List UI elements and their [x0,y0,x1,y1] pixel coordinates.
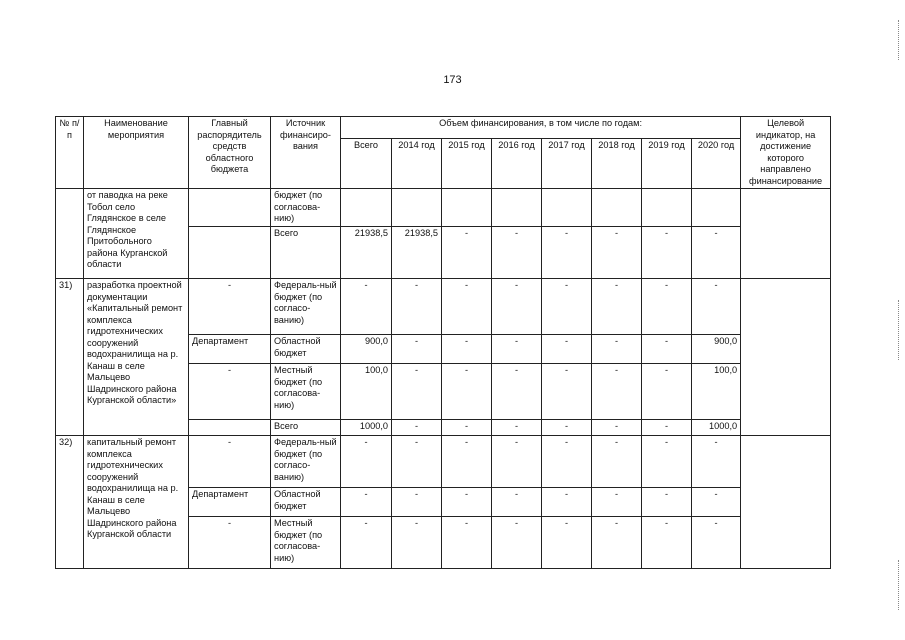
value-cell: - [341,436,392,488]
value-cell: - [542,420,592,436]
page-number: 173 [443,74,462,86]
measure-name: от паводка на реке Тобол село Глядянское в селе Глядянское Притобольного района Курганской области [84,189,189,279]
row-number: 31) [56,279,84,436]
header-volume: Объем финансирования, в том числе по годам: [341,117,741,139]
row-number [56,189,84,279]
admin-cell [189,420,271,436]
admin-cell [189,227,271,279]
value-cell: - [592,364,642,420]
financing-table [55,116,831,569]
value-cell: - [442,517,492,569]
admin-cell: - [189,517,271,569]
source-cell: Областной бюджет [271,488,341,517]
value-cell: 21938,5 [341,227,392,279]
value-cell: - [442,420,492,436]
header-indicator: Целевой индикатор, на достижение которого направлено финансирование [741,117,831,189]
value-cell: - [442,364,492,420]
value-cell [392,189,442,227]
indicator-cell [741,189,831,279]
value-cell: - [692,436,741,488]
header-year: 2017 год [542,139,592,189]
source-cell: Всего [271,227,341,279]
value-cell: - [542,517,592,569]
value-cell: - [692,488,741,517]
value-cell: - [592,335,642,364]
scan-edge-mark [898,560,899,610]
source-cell: Федераль-ный бюджет (по согласо-ванию) [271,279,341,335]
header-admin: Главный распорядитель средств областного бюджета [189,117,271,189]
value-cell: - [492,420,542,436]
admin-cell [189,189,271,227]
value-cell [692,189,741,227]
value-cell: - [341,488,392,517]
source-cell: Областной бюджет [271,335,341,364]
indicator-cell [741,279,831,436]
value-cell: - [642,279,692,335]
value-cell: - [442,436,492,488]
value-cell: - [492,279,542,335]
value-cell: 900,0 [341,335,392,364]
value-cell: - [392,517,442,569]
table-row [56,436,831,488]
value-cell: - [592,227,642,279]
value-cell: - [392,335,442,364]
header-year: 2020 год [692,139,741,189]
value-cell: - [392,279,442,335]
table-row [56,279,831,335]
value-cell: - [392,364,442,420]
value-cell: - [642,517,692,569]
header-source: Источник финансиро-вания [271,117,341,189]
scan-edge-mark [898,300,899,360]
value-cell: - [542,227,592,279]
value-cell: - [492,335,542,364]
source-cell: Всего [271,420,341,436]
value-cell: - [542,279,592,335]
header-year: 2019 год [642,139,692,189]
value-cell: - [692,279,741,335]
source-cell: Местный бюджет (по согласова-нию) [271,364,341,420]
value-cell: - [592,420,642,436]
value-cell: 1000,0 [692,420,741,436]
value-cell [542,189,592,227]
value-cell: 900,0 [692,335,741,364]
source-cell: Местный бюджет (по согласова-нию) [271,517,341,569]
value-cell: - [492,488,542,517]
admin-cell: Департамент [189,335,271,364]
value-cell: - [442,488,492,517]
value-cell: - [642,436,692,488]
value-cell: - [442,227,492,279]
measure-name: разработка проектной документации «Капитальный ремонт комплекса гидротехнических сооружений водохранилища на р. Канаш в селе Мальцево Шадринского района Курганской области» [84,279,189,436]
value-cell [592,189,642,227]
table-row [56,189,831,227]
value-cell: - [442,279,492,335]
value-cell: - [642,420,692,436]
value-cell: - [492,436,542,488]
source-cell: Федераль-ный бюджет (по согласо-ванию) [271,436,341,488]
admin-cell: Департамент [189,488,271,517]
value-cell: - [592,517,642,569]
value-cell [492,189,542,227]
header-year: 2014 год [392,139,442,189]
value-cell: - [392,436,442,488]
row-number: 32) [56,436,84,569]
scan-edge-mark [898,20,899,60]
value-cell: - [492,517,542,569]
header-num: № п/п [56,117,84,189]
value-cell: - [592,279,642,335]
value-cell: - [341,279,392,335]
admin-cell: - [189,436,271,488]
value-cell: 100,0 [692,364,741,420]
value-cell: 1000,0 [341,420,392,436]
value-cell: - [492,227,542,279]
table-body [56,189,831,569]
value-cell: - [692,227,741,279]
header-name: Наименование мероприятия [84,117,189,189]
value-cell: - [341,517,392,569]
admin-cell: - [189,364,271,420]
value-cell: - [542,364,592,420]
admin-cell: - [189,279,271,335]
value-cell [442,189,492,227]
value-cell: - [542,436,592,488]
value-cell: - [542,335,592,364]
value-cell: - [692,517,741,569]
header-year: 2016 год [492,139,542,189]
value-cell: - [642,488,692,517]
indicator-cell [741,436,831,569]
value-cell: - [442,335,492,364]
value-cell: - [642,335,692,364]
value-cell: - [392,488,442,517]
value-cell: - [492,364,542,420]
value-cell: 21938,5 [392,227,442,279]
value-cell [642,189,692,227]
header-year: 2015 год [442,139,492,189]
value-cell: - [642,364,692,420]
value-cell: - [642,227,692,279]
value-cell [341,189,392,227]
source-cell: бюджет (по согласова-нию) [271,189,341,227]
header-year: 2018 год [592,139,642,189]
value-cell: - [392,420,442,436]
value-cell: - [542,488,592,517]
value-cell: 100,0 [341,364,392,420]
value-cell: - [592,488,642,517]
header-year: Всего [341,139,392,189]
value-cell: - [592,436,642,488]
measure-name: капитальный ремонт комплекса гидротехнических сооружений водохранилища на р. Канаш в селе Мальцево Шадринского района Курганской области [84,436,189,569]
